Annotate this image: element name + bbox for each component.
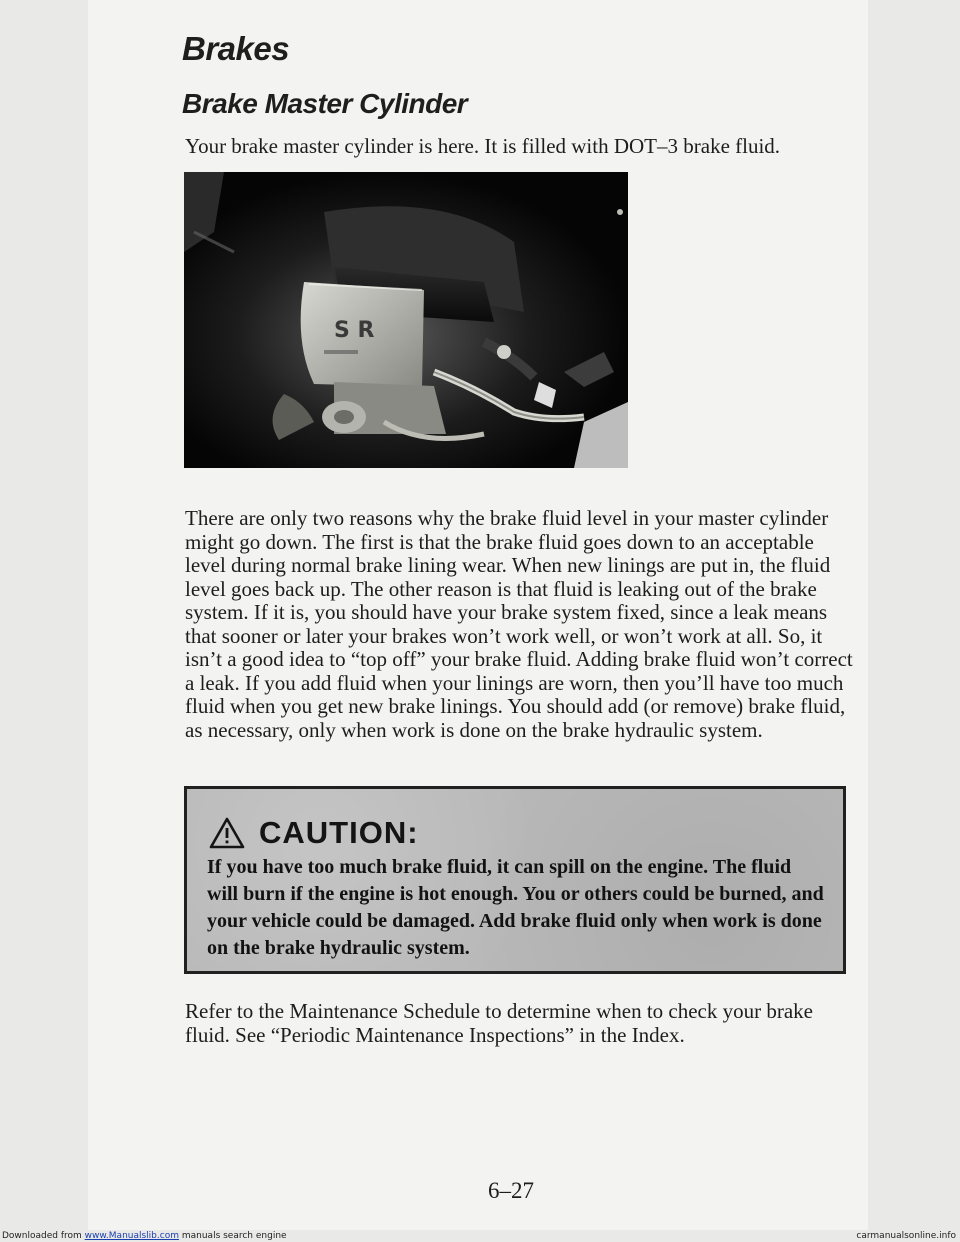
caution-label: CAUTION: <box>259 815 419 850</box>
caution-header <box>209 815 419 851</box>
subsection-title: Brake Master Cylinder <box>182 88 468 119</box>
brake-master-cylinder-photo <box>184 172 628 468</box>
refer-paragraph: Refer to the Maintenance Schedule to determine when to check your brake fluid. See “Periodic Maintenance Inspections” in the Index. <box>185 999 814 1047</box>
caution-box <box>184 786 846 974</box>
download-prefix: Downloaded from <box>2 1231 82 1241</box>
watermark: carmanualsonline.info <box>856 1231 956 1241</box>
caution-text: If you have too much brake fluid, it can spill on the engine. The fluid will burn if the engine is hot enough. You or others could be burned, and your vehicle could be damaged. Add brake fluid only when work is done on the brake hydraulic system. <box>207 856 824 959</box>
download-suffix: manuals search engine <box>181 1231 287 1241</box>
section-title: Brakes <box>182 30 290 67</box>
engine-bay-image <box>184 172 628 468</box>
body-paragraph: There are only two reasons why the brake fluid level in your master cylinder might go down. The first is that the brake fluid goes down to an acceptable level during normal brake lining wear. When new linings are put in, the fluid level goes back up. The other reason is that fluid is leaking out of the brake system. If it is, you should have your brake system fixed, since a leak means that sooner or later your brakes won’t work well, or won’t work at all. So, it isn’t a good idea to “top off” your brake fluid. Adding brake fluid won’t correct a leak. If you add fluid when your linings are worn, then you’ll have too much fluid when you get new brake linings. You should add (or remove) brake fluid, as necessary, only when work is done on the brake hydraulic system. <box>185 506 853 742</box>
download-notice <box>2 1230 287 1242</box>
intro-paragraph: Your brake master cylinder is here. It is filled with DOT–3 brake fluid. <box>185 134 781 158</box>
download-banner <box>0 1230 960 1242</box>
reservoir-marking: S R <box>334 318 375 343</box>
page-number: 6–27 <box>488 1178 534 1203</box>
manualslib-link[interactable]: www.Manualslib.com <box>84 1231 179 1241</box>
warning-triangle-icon <box>209 817 245 849</box>
